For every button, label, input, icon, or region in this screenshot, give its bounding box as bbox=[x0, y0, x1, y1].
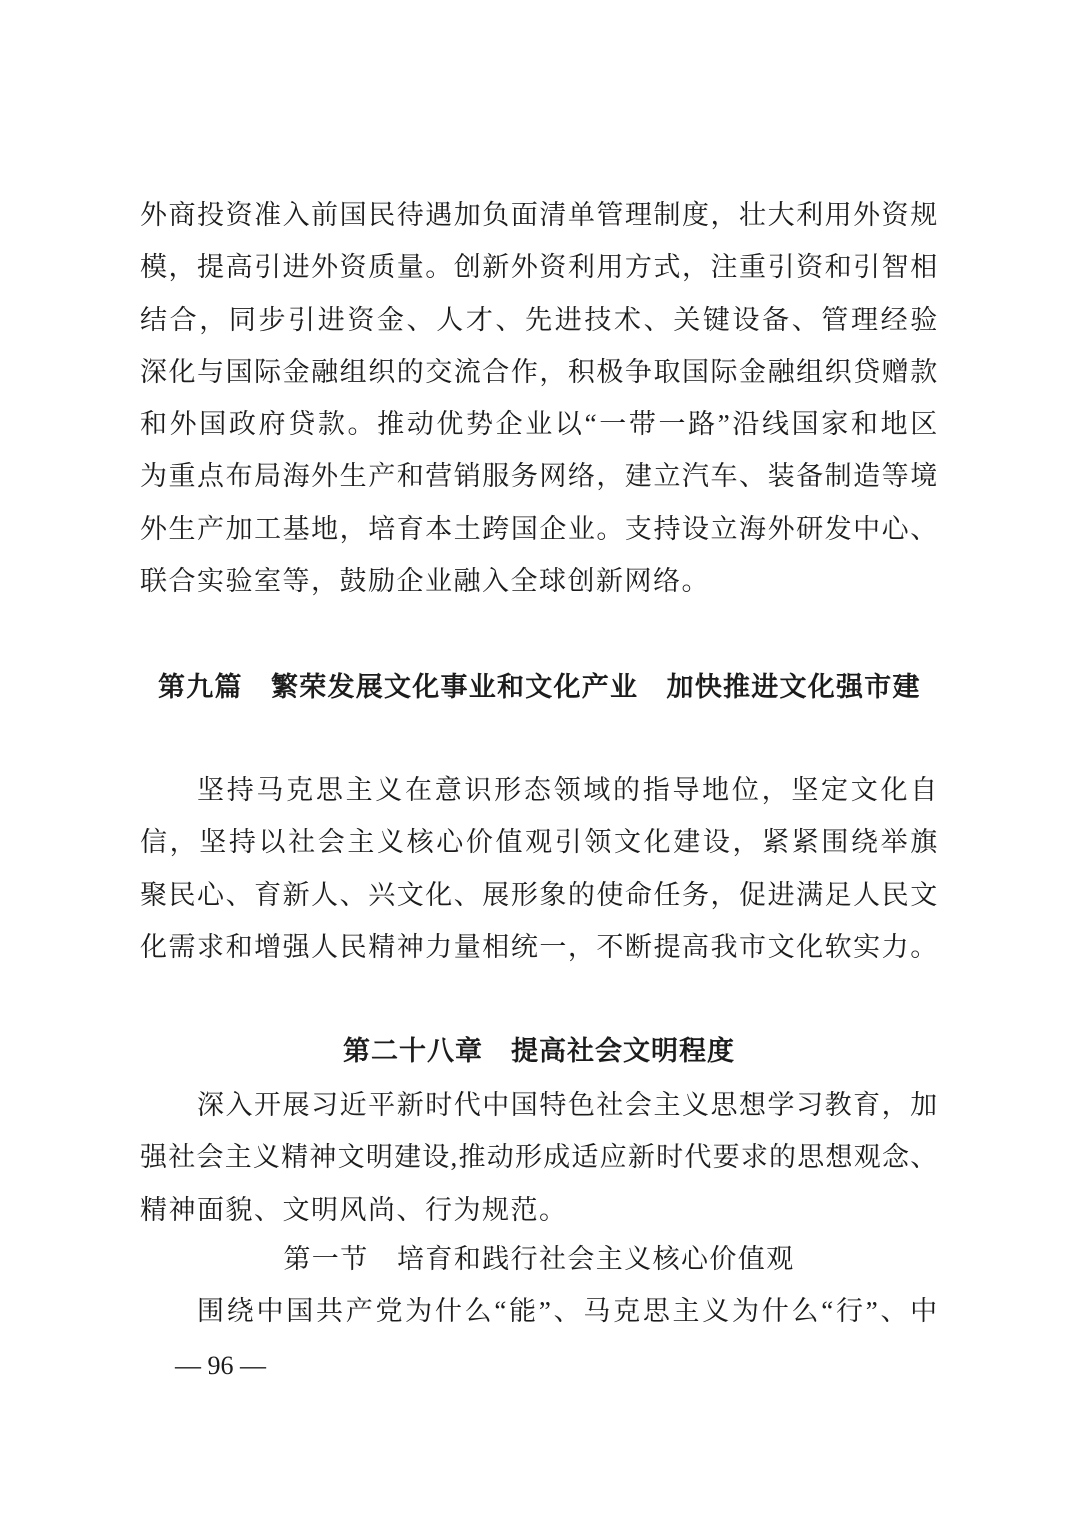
paragraph-section-text bbox=[140, 1285, 938, 1337]
paragraph-line: 结合，同步引进资金、人才、先进技术、关键设备、管理经验 bbox=[140, 304, 938, 335]
paragraph-line: 强社会主义精神文明建设,推动形成适应新时代要求的思想观念、 bbox=[140, 1142, 938, 1173]
paragraph-line: 深入开展习近平新时代中国特色社会主义思想学习教育，加 bbox=[197, 1090, 938, 1120]
section-heading: 第一节 培育和践行社会主义核心价值观 bbox=[283, 1244, 795, 1275]
paragraph-line: 联合实验室等，鼓励企业融入全球创新网络。 bbox=[140, 566, 710, 597]
part-heading: 第九篇 繁荣发展文化事业和文化产业 加快推进文化强市建 bbox=[158, 672, 920, 703]
paragraph-part-intro bbox=[140, 764, 938, 973]
paragraph-chapter-intro bbox=[140, 1079, 938, 1236]
paragraph-line: 外生产加工基地，培育本土跨国企业。支持设立海外研发中心、 bbox=[140, 513, 938, 544]
page-number: — 96 — bbox=[175, 1351, 266, 1380]
paragraph-foreign-investment bbox=[140, 189, 938, 607]
paragraph-line: 和外国政府贷款。推动优势企业以“一带一路”沿线国家和地区 bbox=[140, 409, 938, 440]
paragraph-line: 为重点布局海外生产和营销服务网络，建立汽车、装备制造等境 bbox=[140, 461, 938, 492]
paragraph-line: 聚民心、育新人、兴文化、展形象的使命任务，促进满足人民文 bbox=[140, 879, 938, 910]
paragraph-line: 围绕中国共产党为什么“能”、马克思主义为什么“行”、中 bbox=[197, 1296, 938, 1326]
paragraph-line: 信，坚持以社会主义核心价值观引领文化建设，紧紧围绕举旗 bbox=[140, 827, 938, 858]
paragraph-line: 坚持马克思主义在意识形态领域的指导地位，坚定文化自 bbox=[197, 775, 938, 805]
chapter-heading: 第二十八章 提高社会文明程度 bbox=[343, 1036, 735, 1067]
paragraph-line: 模，提高引进外资质量。创新外资利用方式，注重引资和引智相 bbox=[140, 252, 938, 283]
paragraph-line: 外商投资准入前国民待遇加负面清单管理制度，壮大利用外资规 bbox=[140, 200, 938, 230]
paragraph-line: 深化与国际金融组织的交流合作，积极争取国际金融组织贷赠款 bbox=[140, 356, 938, 387]
paragraph-line: 化需求和增强人民精神力量相统一，不断提高我市文化软实力。 bbox=[140, 931, 938, 962]
paragraph-line: 精神面貌、文明风尚、行为规范。 bbox=[140, 1194, 568, 1225]
